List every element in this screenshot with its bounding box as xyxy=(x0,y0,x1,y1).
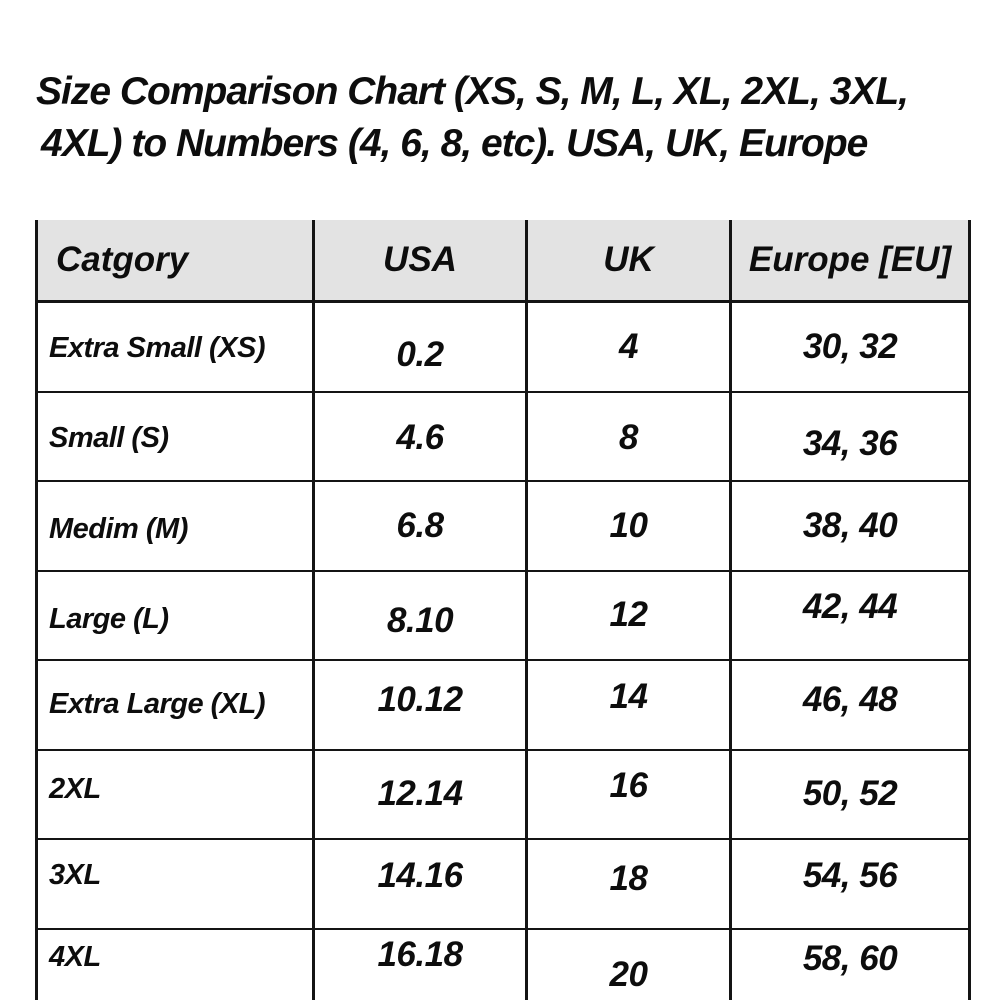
cell-text: 4XL xyxy=(49,940,101,973)
cell-uk xyxy=(527,660,731,750)
cell-category xyxy=(37,929,314,1000)
cell-usa xyxy=(314,750,527,840)
header-usa: USA xyxy=(314,220,527,302)
cell-uk xyxy=(527,571,731,661)
cell-text: Extra Small (XS) xyxy=(49,332,266,365)
cell-usa xyxy=(314,302,527,392)
cell-uk xyxy=(527,392,731,482)
table-row-l xyxy=(37,571,970,661)
cell-text: 10 xyxy=(609,505,648,545)
cell-text: 8.10 xyxy=(386,601,454,641)
table-row-2xl xyxy=(37,750,970,840)
cell-text: 34, 36 xyxy=(802,424,898,464)
header-uk: UK xyxy=(527,220,731,302)
cell-eu xyxy=(731,302,970,392)
cell-uk xyxy=(527,302,731,392)
page-title-line-1: Size Comparison Chart (XS, S, M, L, XL, 2XL, 3XL, xyxy=(36,70,908,113)
cell-eu xyxy=(731,929,970,1000)
cell-eu xyxy=(731,392,970,482)
table-row-m xyxy=(37,481,970,571)
cell-usa xyxy=(314,481,527,571)
cell-text: 10.12 xyxy=(377,679,463,719)
cell-eu xyxy=(731,571,970,661)
header-category: Catgory xyxy=(37,220,314,302)
cell-text: 50, 52 xyxy=(802,774,898,814)
cell-text: 3XL xyxy=(49,859,101,892)
cell-text: Small (S) xyxy=(49,421,169,454)
page-title-line-2: 4XL) to Numbers (4, 6, 8, etc). USA, UK, Europe xyxy=(41,122,868,165)
cell-text: 12 xyxy=(609,595,648,635)
cell-text: Extra Large (XL) xyxy=(49,688,265,721)
cell-text: 0.2 xyxy=(396,334,444,374)
cell-category xyxy=(37,302,314,392)
cell-uk xyxy=(527,481,731,571)
cell-category xyxy=(37,750,314,840)
cell-category xyxy=(37,660,314,750)
cell-text: 6.8 xyxy=(396,505,444,545)
size-comparison-table xyxy=(35,220,971,1000)
cell-text: Medim (M) xyxy=(49,513,188,546)
cell-text: 38, 40 xyxy=(802,505,898,545)
cell-text: 42, 44 xyxy=(802,587,898,627)
cell-text: 46, 48 xyxy=(802,679,898,719)
cell-category xyxy=(37,481,314,571)
cell-eu xyxy=(731,750,970,840)
cell-text: 54, 56 xyxy=(802,855,898,895)
cell-text: 16.18 xyxy=(377,935,463,975)
cell-uk xyxy=(527,839,731,929)
cell-text: 4.6 xyxy=(396,418,444,458)
cell-eu xyxy=(731,481,970,571)
cell-category xyxy=(37,392,314,482)
table-header-row xyxy=(37,220,970,302)
cell-usa xyxy=(314,660,527,750)
cell-text: 4 xyxy=(619,326,638,366)
table-row-xs xyxy=(37,302,970,392)
cell-text: 18 xyxy=(609,858,648,898)
cell-uk xyxy=(527,750,731,840)
cell-text: 20 xyxy=(609,955,648,995)
cell-usa xyxy=(314,839,527,929)
cell-text: 12.14 xyxy=(377,774,463,814)
cell-usa xyxy=(314,571,527,661)
cell-text: 14 xyxy=(609,676,648,716)
cell-usa xyxy=(314,929,527,1000)
cell-text: 8 xyxy=(619,418,638,458)
cell-category xyxy=(37,571,314,661)
table-row-s xyxy=(37,392,970,482)
cell-uk xyxy=(527,929,731,1000)
cell-category xyxy=(37,839,314,929)
cell-text: 14.16 xyxy=(377,855,463,895)
cell-text: 2XL xyxy=(49,772,101,805)
cell-eu xyxy=(731,660,970,750)
table-row-3xl xyxy=(37,839,970,929)
table-row-4xl xyxy=(37,929,970,1000)
cell-text: 30, 32 xyxy=(802,326,898,366)
page-title xyxy=(36,66,976,170)
cell-usa xyxy=(314,392,527,482)
cell-text: 58, 60 xyxy=(802,939,898,979)
table-row-xl xyxy=(37,660,970,750)
header-europe: Europe [EU] xyxy=(731,220,970,302)
cell-eu xyxy=(731,839,970,929)
cell-text: Large (L) xyxy=(49,602,169,635)
cell-text: 16 xyxy=(609,766,648,806)
